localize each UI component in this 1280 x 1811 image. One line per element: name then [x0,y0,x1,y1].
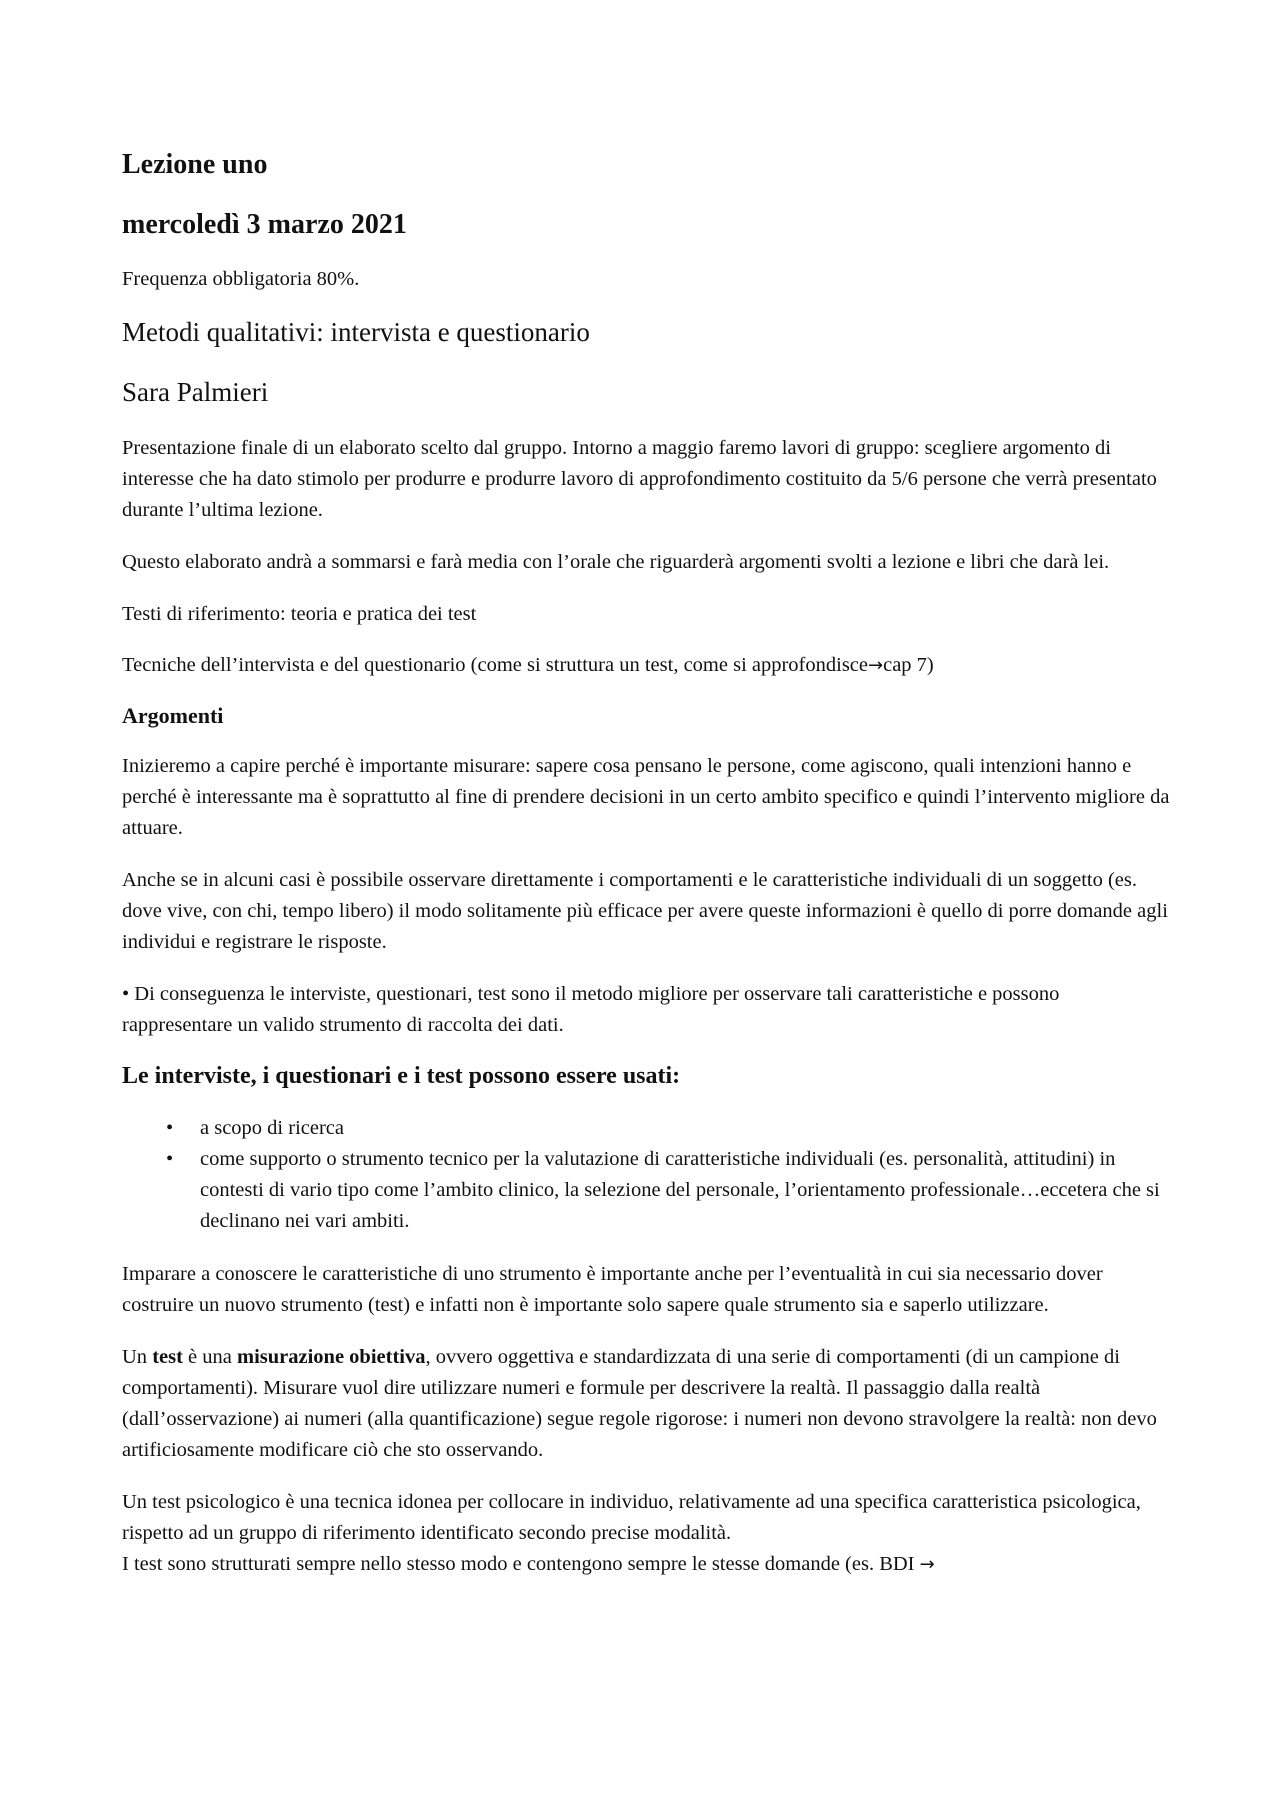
list-item-text: come supporto o strumento tecnico per la valutazione di caratteristiche individuali (es. personalità, attitudini) in contesti di vario tipo come l’ambito clinico, la selezione del personale, l’orientamento professionale…eccetera che si declinano nei vari ambiti. [200,1148,1160,1232]
paragraph-test-definition [122,1342,1172,1466]
test-def-text: , ovvero oggettiva e standardizzata di una serie di comportamenti (di un campione di comportamenti). Misurare vuol dire utilizzare numeri e formule per descrivere la realtà. Il passaggio dalla realtà (dall’osservazione) ai numeri (alla quantificazione) segue regole rigorose: i numeri non devono stravolgere la realtà: non devo artificiosamente modificare ciò che sto osservando. [122,1346,1157,1461]
bullet-icon: • [166,1148,174,1170]
test-def-text: Un [122,1346,153,1368]
paragraph-reference-texts: Testi di riferimento: teoria e pratica dei test [122,603,477,625]
attendance-note: Frequenza obbligatoria 80%. [122,268,360,290]
list-item [166,1144,1172,1237]
test-term: test [152,1346,183,1368]
paragraph-final-presentation: Presentazione finale di un elaborato scelto dal gruppo. Intorno a maggio faremo lavori di gruppo: scegliere argomento di interesse che ha dato stimolo per produrre e produrre lavoro di approfondimento costituito da 5/6 persone che verrà presentato durante l’ultima lezione. [122,437,1157,521]
paragraph-observation: Anche se in alcuni casi è possibile osservare direttamente i comportamenti e le caratteristiche individuali di un soggetto (es. dove vive, con chi, tempo libero) il modo solitamente più efficace per avere queste informazioni è quello di porre domande agli individui e registrare le risposte. [122,869,1168,953]
course-title: Metodi qualitativi: intervista e questionario [122,317,590,347]
objective-measure-term: misurazione obiettiva [237,1346,426,1368]
techniques-chapter: cap 7) [883,654,934,676]
arrow-right-icon: → [919,1554,935,1575]
bullet-icon: • [166,1117,174,1139]
uses-list [122,1113,1172,1237]
list-item [166,1113,1172,1144]
arrow-right-icon: → [868,655,884,676]
psych-test-line2: I test sono strutturati sempre nello stesso modo e contengono sempre le stesse domande (es. BDI [122,1553,920,1575]
lesson-date: mercoledì 3 marzo 2021 [122,209,407,240]
paragraph-techniques [122,650,1172,681]
paragraph-why-measure: Inizieremo a capire perché è importante misurare: sapere cosa pensano le persone, come agiscono, quali intenzioni hanno e perché è interessante ma è soprattutto al fine di prendere decisioni in un certo ambito specifico e quindi l’intervento migliore da attuare. [122,755,1170,839]
techniques-text: Tecniche dell’intervista e del questionario (come si struttura un test, come si approfondisce [122,654,869,676]
paragraph-learn-instrument: Imparare a conoscere le caratteristiche di uno strumento è importante anche per l’eventualità in cui sia necessario dover costruire un nuovo strumento (test) e infatti non è importante solo sapere quale strumento sia e saperlo utilizzare. [122,1263,1103,1316]
lesson-title: Lezione uno [122,149,268,180]
teacher-name: Sara Palmieri [122,377,269,407]
paragraph-consequence: • Di conseguenza le interviste, questionari, test sono il metodo migliore per osservare tali caratteristiche e possono rappresentare un valido strumento di raccolta dei dati. [122,983,1060,1036]
uses-heading: Le interviste, i questionari e i test possono essere usati: [122,1063,681,1089]
paragraph-exam: Questo elaborato andrà a sommarsi e farà media con l’orale che riguarderà argomenti svolti a lezione e libri che darà lei. [122,551,1110,573]
psych-test-line1: Un test psicologico è una tecnica idonea per collocare in individuo, relativamente ad una specifica caratteristica psicologica, rispetto ad un gruppo di riferimento identificato secondo precise modalità. [122,1491,1141,1544]
paragraph-psych-test [122,1487,1172,1580]
section-heading-topics: Argomenti [122,703,224,728]
list-item-text: a scopo di ricerca [200,1117,344,1139]
test-def-text: è una [182,1346,237,1368]
